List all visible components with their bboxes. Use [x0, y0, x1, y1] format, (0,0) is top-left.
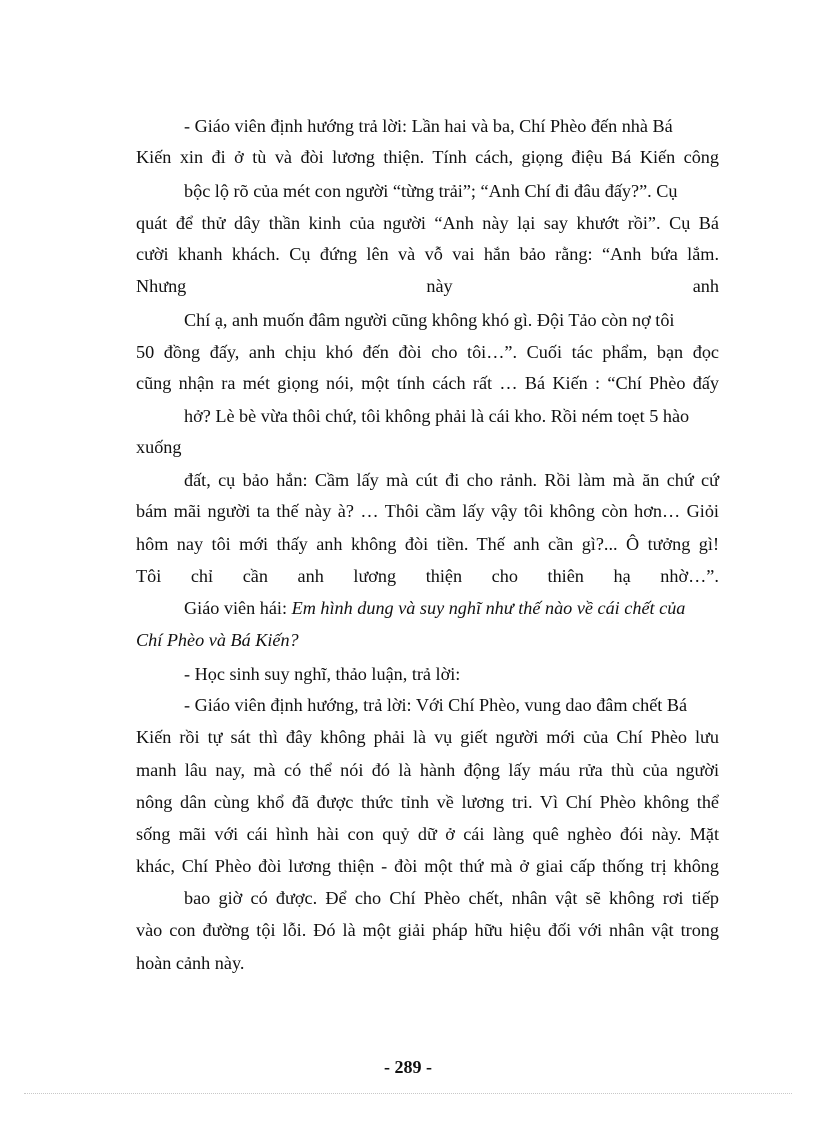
word: cần	[242, 566, 268, 586]
text-line: xuống	[136, 437, 182, 457]
question-text: Em hình dung và suy nghĩ như thế nào về cái chết của	[291, 598, 686, 618]
word: lương	[353, 566, 397, 586]
word: hạ	[613, 566, 631, 586]
text-line: đất, cụ bảo hắn: Cầm lấy mà cút đi cho rảnh. Rồi làm mà ăn chứ cứ	[184, 470, 719, 490]
spread-text-line	[136, 275, 719, 297]
text-line: bộc lộ rõ của mét con người “từng trải”; “Anh Chí đi đâu đấy?”. Cụ	[184, 181, 678, 201]
text-line: khác, Chí Phèo đòi lương thiện - đòi một thứ mà ở giai cấp thống trị không	[136, 856, 719, 876]
text-line: vào con đường tội lỗi. Đó là một giải pháp hữu hiệu đối với nhân vật trong	[136, 920, 719, 940]
footer-divider	[24, 1093, 792, 1094]
word: chỉ	[190, 566, 214, 586]
text-line: - Giáo viên định hướng, trả lời: Với Chí Phèo, vung dao đâm chết Bá	[184, 695, 688, 715]
word: nhờ…”.	[660, 566, 719, 586]
text-line: 50 đồng đấy, anh chịu khó đến đòi cho tôi…”. Cuối tác phẩm, bạn đọc	[136, 342, 719, 362]
text-line: hở? Lè bè vừa thôi chứ, tôi không phải là cái kho. Rồi ném toẹt 5 hào	[184, 406, 690, 426]
word: cho	[491, 566, 518, 586]
spread-text-line	[136, 565, 719, 587]
text-line: Chí ạ, anh muốn đâm người cũng không khó gì. Đội Tảo còn nợ tôi	[184, 310, 675, 330]
text-line: Kiến rồi tự sát thì đây không phải là vụ giết người mới của Chí Phèo lưu	[136, 727, 719, 747]
text-line: sống mãi với cái hình hài con quỷ dữ ở cái làng quê nghèo đói này. Mặt	[136, 824, 719, 844]
question-prefix: Giáo viên hái:	[184, 598, 292, 618]
word: anh	[297, 566, 324, 586]
text-line: - Giáo viên định hướng trả lời: Lần hai và ba, Chí Phèo đến nhà Bá	[184, 116, 673, 136]
text-line: manh lâu nay, mà có thể nói đó là hành động lấy máu rửa thù của người	[136, 760, 719, 780]
question-line-continued: Chí Phèo và Bá Kiến?	[136, 630, 299, 650]
word: Nhưng	[136, 276, 187, 296]
text-line: hoàn cảnh này.	[136, 953, 245, 973]
text-line: - Học sinh suy nghĩ, thảo luận, trả lời:	[184, 664, 461, 684]
text-line: bao giờ có được. Để cho Chí Phèo chết, nhân vật sẽ không rơi tiếp	[184, 888, 719, 908]
question-line	[184, 597, 719, 619]
text-line: nông dân cùng khổ đã được thức tỉnh về lương tri. Vì Chí Phèo không thể	[136, 792, 719, 812]
word: này	[426, 276, 453, 296]
text-line: cười khanh khách. Cụ đứng lên và vỗ vai hắn bảo rằng: “Anh bứa lắm.	[136, 244, 719, 264]
text-line: quát để thử dây thần kinh của người “Anh này lại say khướt rồi”. Cụ Bá	[136, 213, 719, 233]
word: thiên	[547, 566, 584, 586]
text-line: Kiến xin đi ở tù và đòi lương thiện. Tính cách, giọng điệu Bá Kiến công	[136, 147, 719, 167]
word: thiện	[425, 566, 463, 586]
text-line: bám mãi người ta thế này à? … Thôi cầm lấy vậy tôi không còn hơn… Giỏi	[136, 501, 719, 521]
page-number: - 289 -	[384, 1057, 432, 1077]
text-line: cũng nhận ra mét giọng nói, một tính cách rất … Bá Kiến : “Chí Phèo đấy	[136, 373, 719, 393]
word: Tôi	[136, 566, 162, 586]
word: anh	[692, 276, 719, 296]
text-line: hôm nay tôi mới thấy anh không đòi tiền. Thế anh cần gì?... Ô tưởng gì!	[136, 534, 719, 554]
